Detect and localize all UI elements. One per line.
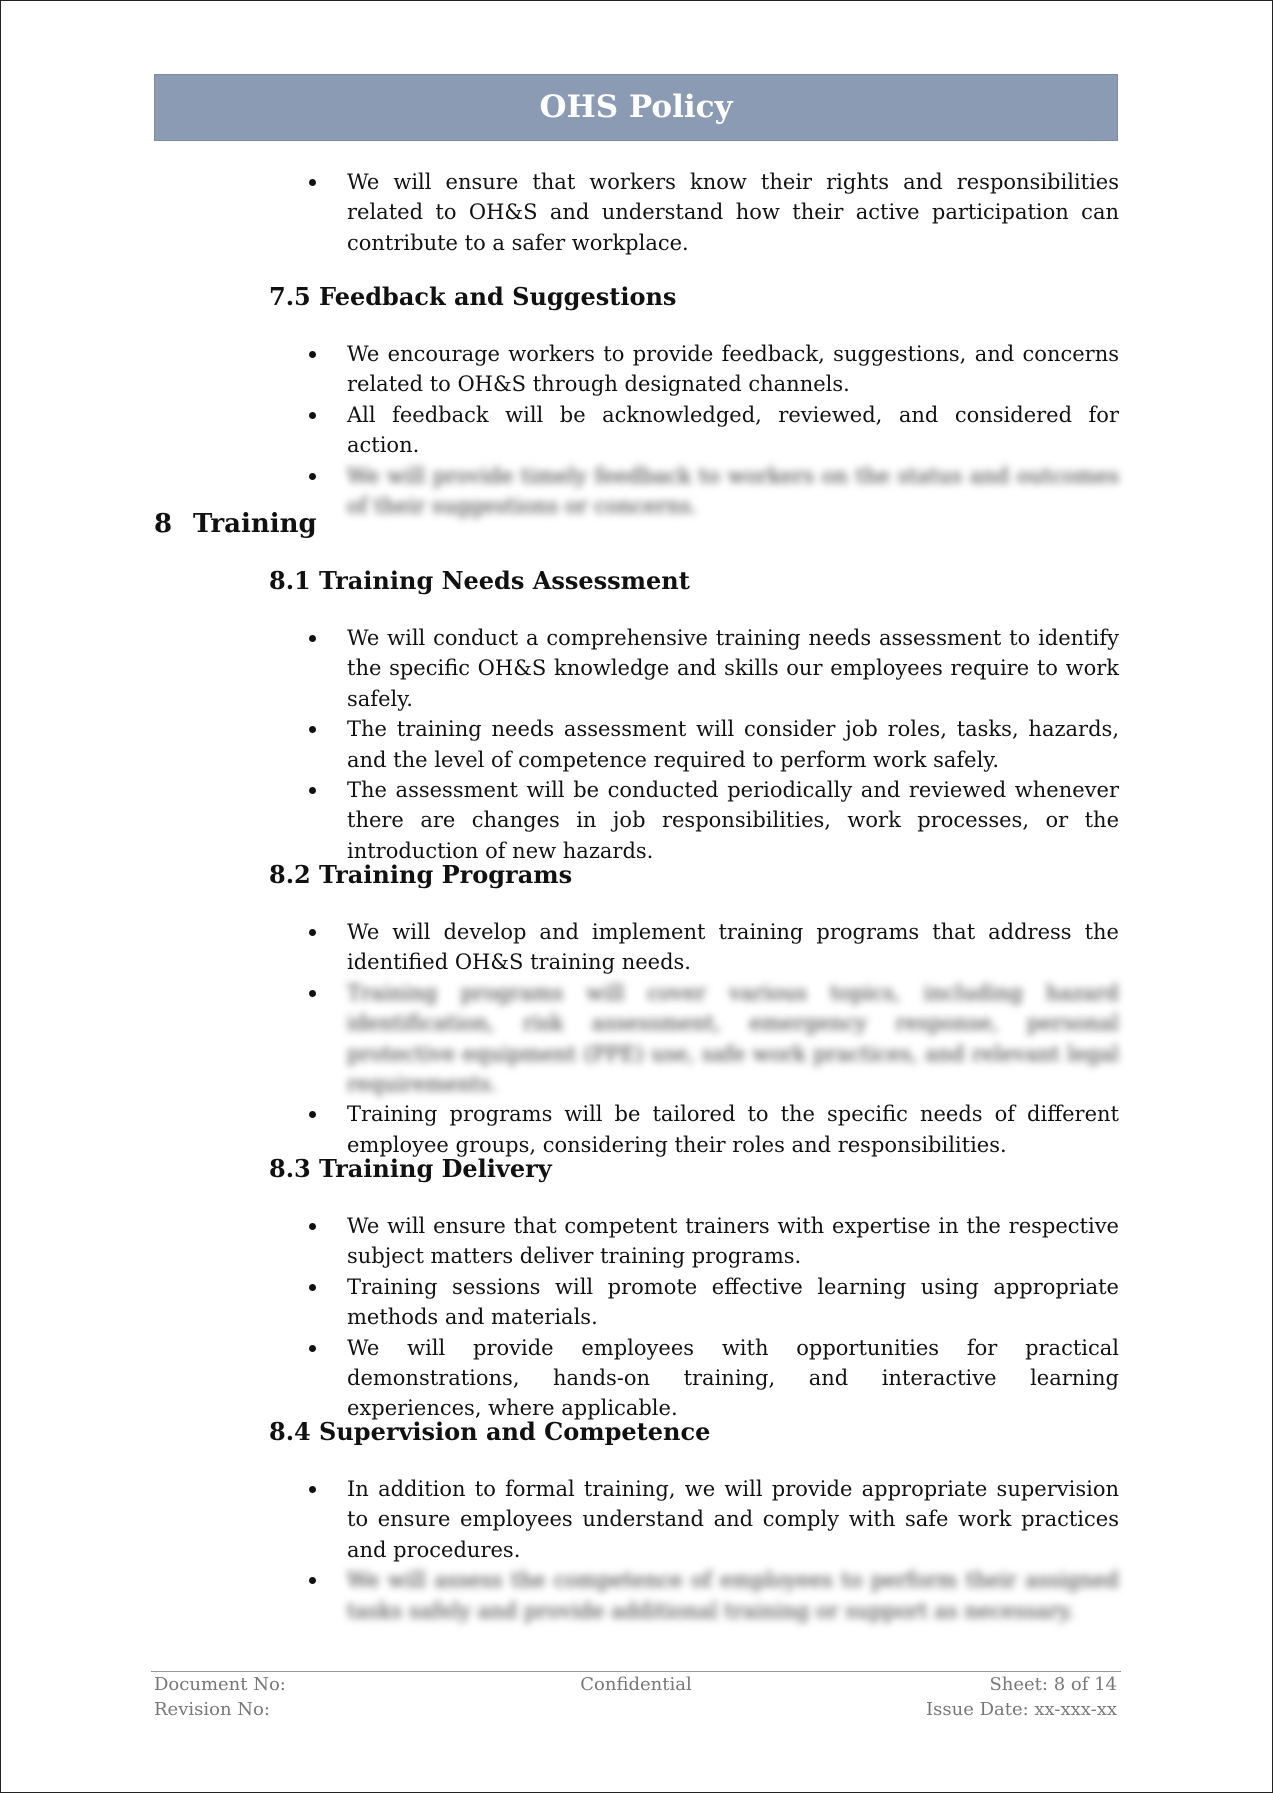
section-title: Supervision and Competence	[319, 1417, 711, 1446]
redacted-text: We will provide timely feedback to workers on the status and outcomes of their suggestions or concerns.	[347, 463, 1119, 519]
section-heading-8	[154, 509, 317, 539]
footer-divider	[151, 1671, 1121, 1672]
section-heading-7-5	[269, 282, 676, 311]
list-item: The training needs assessment will consider job roles, tasks, hazards, and the level of competence required to perform work safely.	[305, 714, 1119, 775]
bullet-list	[305, 1474, 1119, 1626]
section-title: Training Delivery	[319, 1154, 552, 1183]
section-number: 8.2	[269, 860, 311, 889]
page-header-banner	[154, 74, 1118, 141]
section-heading-8-2	[269, 860, 572, 889]
list-item-redacted	[305, 1565, 1119, 1626]
list-item: Training programs will be tailored to the specific needs of different employee groups, considering their roles and responsibilities.	[305, 1099, 1119, 1160]
section-number: 8.4	[269, 1417, 311, 1446]
section-number: 8	[154, 509, 173, 539]
list-item: We will provide employees with opportunities for practical demonstrations, hands-on training, and interactive learning experiences, where applicable.	[305, 1333, 1119, 1424]
footer-issue-date: Issue Date: xx-xxx-xx	[926, 1699, 1117, 1720]
footer-sheet-number: Sheet: 8 of 14	[989, 1674, 1117, 1695]
bullet-list	[305, 339, 1119, 521]
list-item: Training sessions will promote effective learning using appropriate methods and materials.	[305, 1272, 1119, 1333]
footer-document-no: Document No:	[154, 1674, 286, 1695]
list-item: All feedback will be acknowledged, reviewed, and considered for action.	[305, 400, 1119, 461]
section-title: Training Needs Assessment	[319, 566, 690, 595]
bullet-list	[305, 1211, 1119, 1424]
redacted-text: Training programs will cover various topics, including hazard identification, risk assessment, emergency response, personal protective equipment (PPE) use, safe work practices, and relevant legal requirements.	[347, 980, 1119, 1097]
redacted-text: We will assess the competence of employees to perform their assigned tasks safely and provide additional training or support as necessary.	[347, 1568, 1119, 1623]
footer-revision-no: Revision No:	[154, 1699, 270, 1720]
list-item: We will ensure that competent trainers with expertise in the respective subject matters deliver training programs.	[305, 1211, 1119, 1272]
section-heading-8-1	[269, 566, 690, 595]
list-item-redacted	[305, 461, 1119, 522]
section-heading-8-3	[269, 1154, 552, 1183]
list-item: We will conduct a comprehensive training needs assessment to identify the specific OH&S knowledge and skills our employees require to work safely.	[305, 623, 1119, 714]
section-number: 7.5	[269, 282, 311, 311]
section-title: Training	[193, 509, 317, 539]
page-title: OHS Policy	[539, 89, 733, 125]
bullet-list	[305, 167, 1119, 258]
list-item: We encourage workers to provide feedback, suggestions, and concerns related to OH&S through designated channels.	[305, 339, 1119, 400]
section-number: 8.3	[269, 1154, 311, 1183]
bullet-list	[305, 623, 1119, 866]
footer-confidential: Confidential	[580, 1674, 692, 1695]
list-item-redacted	[305, 978, 1119, 1100]
list-item: We will develop and implement training programs that address the identified OH&S training needs.	[305, 917, 1119, 978]
section-title: Feedback and Suggestions	[319, 282, 677, 311]
section-number: 8.1	[269, 566, 311, 595]
list-item: The assessment will be conducted periodically and reviewed whenever there are changes in job responsibilities, work processes, or the introduction of new hazards.	[305, 775, 1119, 866]
list-item: In addition to formal training, we will provide appropriate supervision to ensure employees understand and comply with safe work practices and procedures.	[305, 1474, 1119, 1565]
section-title: Training Programs	[319, 860, 573, 889]
section-heading-8-4	[269, 1417, 710, 1446]
bullet-list	[305, 917, 1119, 1160]
list-item: We will ensure that workers know their rights and responsibilities related to OH&S and understand how their active participation can contribute to a safer workplace.	[305, 167, 1119, 258]
